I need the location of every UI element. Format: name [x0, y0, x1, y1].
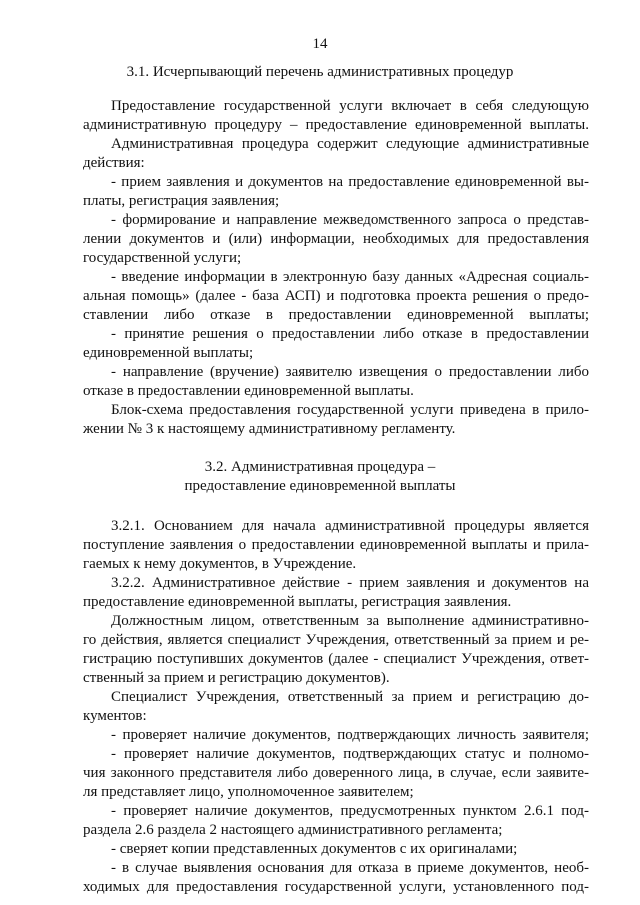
text-line: альная помощь» (далее - база АСП) и подготовка проекта решения о предо-	[83, 288, 589, 304]
page-number: 14	[312, 36, 328, 52]
text-line: жении № 3 к настоящему административному регламенту.	[83, 421, 456, 437]
text-line: единовременной выплаты;	[83, 345, 254, 361]
text-line: поступление заявления о предоставлении единовременной выплаты и прила-	[83, 537, 589, 553]
text-line: - проверяет наличие документов, подтверждающих личность заявителя;	[111, 727, 589, 743]
text-line: - сверяет копии представленных документов с их оригиналами;	[111, 841, 518, 857]
text-line: раздела 2.6 раздела 2 настоящего административного регламента;	[83, 822, 503, 838]
text-line: платы, регистрация заявления;	[83, 193, 280, 209]
text-line: предоставление единовременной выплаты, регистрация заявления.	[83, 594, 512, 610]
text-line: гаемых к нему документов, в Учреждение.	[83, 556, 357, 572]
text-line: государственной услуги;	[83, 250, 242, 266]
section-3-1-heading: 3.1. Исчерпывающий перечень административных процедур	[126, 64, 514, 80]
text-line: лении документов и (или) информации, необходимых для предоставления	[83, 231, 589, 247]
text-line: ля представляет лицо, уполномоченное заявителем;	[83, 784, 414, 800]
text-line: Блок-схема предоставления государственной услуги приведена в прило-	[111, 402, 589, 418]
text-line: - прием заявления и документов на предоставление единовременной вы-	[111, 174, 589, 190]
text-line: ходимых для предоставления государственной услуги, установленного под-	[83, 879, 589, 895]
text-line: действия:	[83, 155, 145, 171]
text-line: отказе в предоставлении единовременной выплаты.	[83, 383, 414, 399]
text-line: 3.2.1. Основанием для начала административной процедуры является	[111, 518, 589, 534]
text-line: административную процедуру – предоставление единовременной выплаты.	[83, 117, 589, 133]
text-line: ственный за прием и регистрацию документов).	[83, 670, 390, 686]
text-line: чия законного представителя либо доверенного лица, в случае, если заявите-	[83, 765, 589, 781]
text-line: - проверяет наличие документов, подтверждающих статус и полномо-	[111, 746, 589, 762]
section-3-2-subheading: предоставление единовременной выплаты	[184, 478, 456, 494]
text-line: - направление (вручение) заявителю извещения о предоставлении либо	[111, 364, 589, 380]
section-3-2-heading: 3.2. Административная процедура –	[204, 459, 436, 475]
text-line: го действия, является специалист Учреждения, ответственный за прием и ре-	[83, 632, 589, 648]
text-line: Предоставление государственной услуги включает в себя следующую	[111, 98, 589, 114]
text-line: Должностным лицом, ответственным за выполнение административно-	[111, 613, 589, 629]
text-line: 3.2.2. Административное действие - прием заявления и документов на	[111, 575, 589, 591]
text-line: - принятие решения о предоставлении либо отказе в предоставлении	[111, 326, 589, 342]
text-line: ставлении либо отказе в предоставлении единовременной выплаты;	[83, 307, 589, 323]
text-line: - проверяет наличие документов, предусмотренных пунктом 2.6.1 под-	[111, 803, 589, 819]
text-line: гистрацию поступивших документов (далее - специалист Учреждения, ответ-	[83, 651, 589, 667]
text-line: - формирование и направление межведомственного запроса о представ-	[111, 212, 589, 228]
text-line: Специалист Учреждения, ответственный за прием и регистрацию до-	[111, 689, 589, 705]
text-line: Административная процедура содержит следующие административные	[111, 136, 589, 152]
text-line: кументов:	[83, 708, 147, 724]
text-line: - введение информации в электронную базу данных «Адресная социаль-	[111, 269, 589, 285]
text-line: - в случае выявления основания для отказа в приеме документов, необ-	[111, 860, 589, 876]
